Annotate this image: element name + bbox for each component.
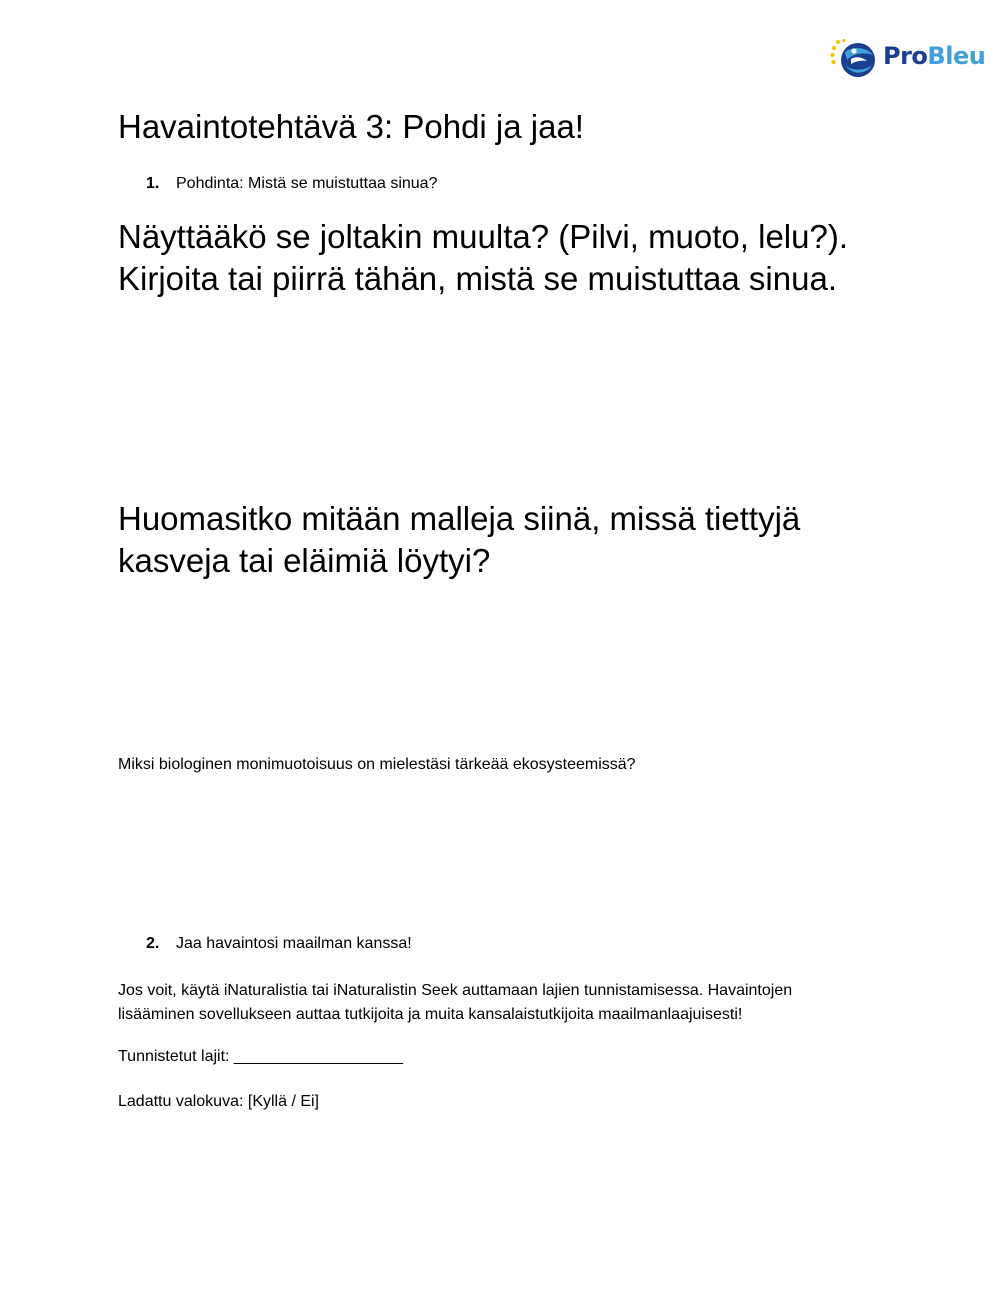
paragraph-line-2: lisääminen sovellukseen auttaa tutkijoita ja muita kansalaistutkijoita maailmanlaajuisesti!	[118, 1006, 743, 1023]
prompt-resemblance	[118, 216, 918, 300]
probleu-logo	[829, 38, 986, 82]
logo-bleu-text: Bleu	[927, 42, 986, 70]
page-title: Havaintotehtävä 3: Pohdi ja jaa!	[118, 108, 584, 145]
prompt-resemblance-line-2: Kirjoita tai piirrä tähän, mistä se muistuttaa sinua.	[118, 260, 837, 297]
inaturalist-paragraph	[118, 979, 898, 1027]
list-item-reflection	[146, 173, 437, 195]
identified-species-field: Tunnistetut lajit: ___________________	[118, 1048, 403, 1065]
list-label: Pohdinta: Mistä se muistuttaa sinua?	[176, 175, 438, 192]
prompt-patterns-line-2: kasveja tai eläimiä löytyi?	[118, 542, 491, 579]
uploaded-photo-field: Ladattu valokuva: [Kyllä / Ei]	[118, 1093, 319, 1110]
probleu-wordmark	[883, 42, 985, 70]
probleu-emblem-icon	[829, 38, 879, 82]
prompt-patterns-line-1: Huomasitko mitään malleja siinä, missä tiettyjä	[118, 500, 801, 537]
prompt-patterns	[118, 498, 918, 582]
question-biodiversity: Miksi biologinen monimuotoisuus on mielestäsi tärkeää ekosysteemissä?	[118, 756, 636, 773]
logo-pro-text: Pro	[883, 42, 928, 70]
prompt-resemblance-line-1: Näyttääkö se joltakin muulta? (Pilvi, muoto, lelu?).	[118, 218, 848, 255]
list-number: 2.	[146, 935, 160, 952]
list-item-share	[146, 933, 412, 955]
list-label: Jaa havaintosi maailman kanssa!	[176, 935, 412, 952]
paragraph-line-1: Jos voit, käytä iNaturalistia tai iNaturalistin Seek auttamaan lajien tunnistamisessa. Havaintojen	[118, 982, 793, 999]
list-number: 1.	[146, 175, 160, 192]
